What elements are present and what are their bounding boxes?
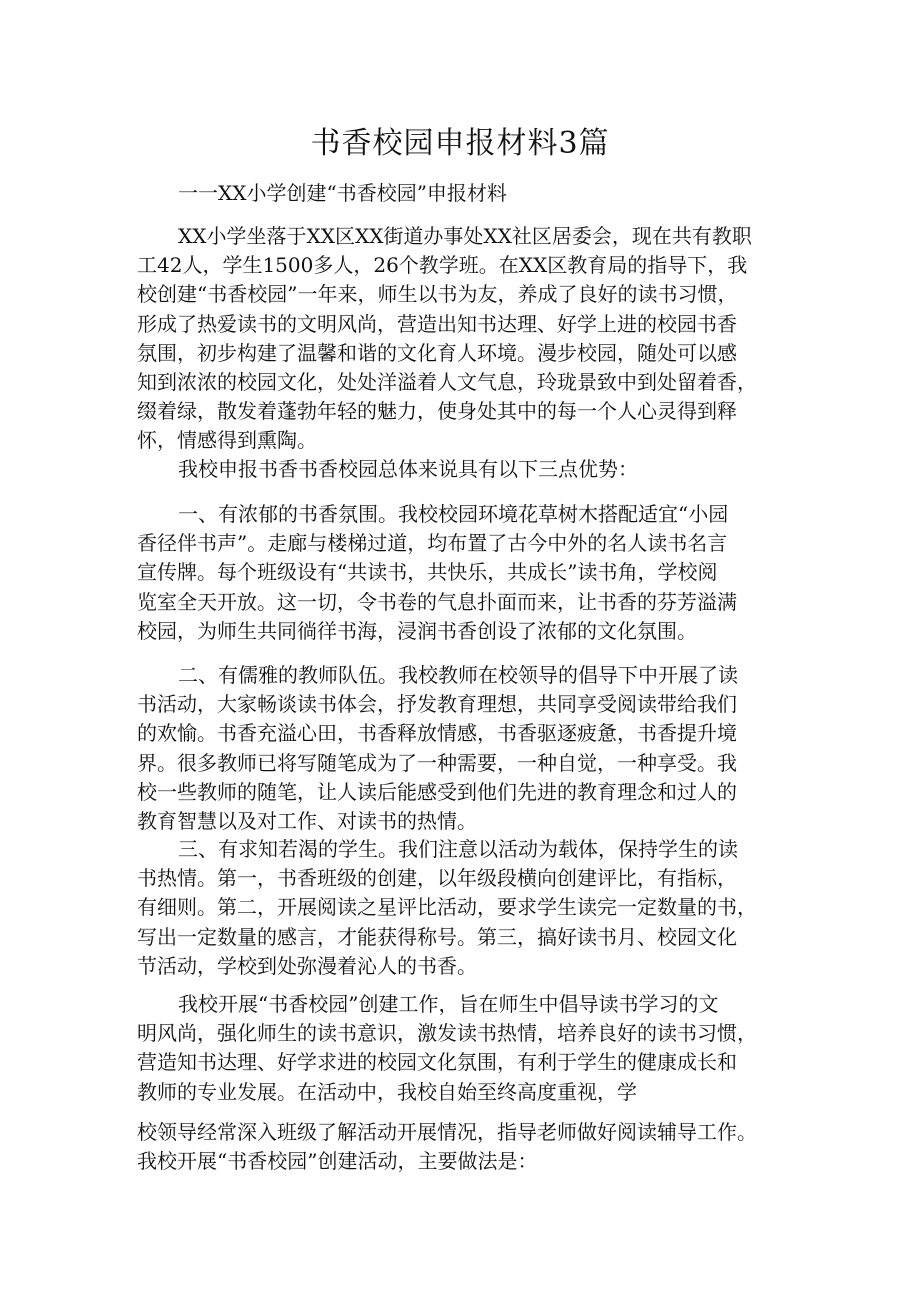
paragraph-line: 氛围，初步构建了温馨和谐的文化育人环境。漫步校园，随处可以感 xyxy=(137,340,737,365)
paragraph-line: 节活动，学校到处弥漫着沁人的书香。 xyxy=(137,953,477,978)
paragraph-line: 三、有求知若渴的学生。我们注意以活动为载体，保持学生的读 xyxy=(178,837,738,861)
paragraph-intro xyxy=(137,222,809,456)
paragraph-line: 知到浓浓的校园文化，处处洋溢着人文气息，玲珑景致中到处留着香， xyxy=(137,370,757,395)
paragraph-line: 我校开展“书香校园”创建活动，主要做法是： xyxy=(137,1149,538,1174)
paragraph-line: 写出一定数量的感言，才能获得称号。第三，搞好读书月、校园文化 xyxy=(137,924,737,949)
paragraph-advantage-3 xyxy=(137,835,809,981)
paragraph-line: 校领导经常深入班级了解活动开展情况，指导老师做好阅读辅导工作。 xyxy=(137,1120,757,1144)
paragraph-line: 校一些教师的随笔，让人读后能感受到他们先进的教育理念和过人的 xyxy=(137,779,737,804)
paragraph-continuation xyxy=(137,1118,809,1176)
paragraph-line: 书热情。第一，书香班级的创建，以年级段横向创建评比，有指标， xyxy=(137,866,737,891)
paragraph-advantage-1 xyxy=(137,500,809,646)
paragraph-line: 宣传牌。每个班级设有“共读书，共快乐，共成长”读书角，学校阅 xyxy=(137,560,718,585)
paragraph-line: 营造知书达理、好学求进的校园文化氛围，有利于学生的健康成长和 xyxy=(137,1050,737,1075)
paragraph-advantages-intro xyxy=(137,455,809,484)
paragraph-line: 的欢愉。书香充溢心田，书香释放情感，书香驱逐疲惫，书香提升境 xyxy=(137,721,737,746)
paragraph-line: 香径伴书声”。走廊与楼梯过道，均布置了古今中外的名人读书名言 xyxy=(137,531,728,556)
paragraph-line: 一、有浓郁的书香氛围。我校校园环境花草树木搭配适宜“小园 xyxy=(178,502,729,526)
paragraph-line: 二、有儒雅的教师队伍。我校教师在校领导的倡导下中开展了读 xyxy=(178,663,738,687)
paragraph-advantage-2 xyxy=(137,661,809,836)
document-subtitle: 一一XX小学创建“书香校园”申报材料 xyxy=(178,181,507,205)
paragraph-line: 界。很多教师已将写随笔成为了一种需要，一种自觉，一种享受。我 xyxy=(137,750,737,775)
paragraph-line: XX小学坐落于XX区XX街道办事处XX社区居委会，现在共有教职 xyxy=(178,224,752,248)
paragraph-line: 缀着绿，散发着蓬勃年轻的魅力，使身处其中的每一个人心灵得到释 xyxy=(137,399,737,424)
paragraph-initiative xyxy=(137,990,809,1107)
paragraph-line: 我校开展“书香校园”创建工作，旨在师生中倡导读书学习的文 xyxy=(178,992,719,1016)
paragraph-line: 我校申报书香书香校园总体来说具有以下三点优势： xyxy=(178,457,638,481)
paragraph-line: 工42人，学生1500多人，26个教学班。在XX区教育局的指导下，我 xyxy=(137,253,748,278)
paragraph-line: 教师的专业发展。在活动中，我校自始至终高度重视，学 xyxy=(137,1079,637,1104)
paragraph-line: 校创建“书香校园”一年来，师生以书为友，养成了良好的读书习惯， xyxy=(137,282,738,307)
paragraph-line: 形成了热爱读书的文明风尚，营造出知书达理、好学上进的校园书香 xyxy=(137,311,737,336)
paragraph-line: 有细则。第二，开展阅读之星评比活动，要求学生读完一定数量的书， xyxy=(137,895,757,920)
paragraph-line: 书活动，大家畅谈读书体会，抒发教育理想，共同享受阅读带给我们 xyxy=(137,692,737,717)
paragraph-line: 览室全天开放。这一切，令书卷的气息扑面而来，让书香的芬芳溢满 xyxy=(137,589,737,614)
paragraph-line: 怀，情感得到熏陶。 xyxy=(137,428,317,453)
paragraph-line: 明风尚，强化师生的读书意识，激发读书热情，培养良好的读书习惯， xyxy=(137,1021,757,1046)
document-title: 书香校园申报材料3篇 xyxy=(310,126,610,161)
paragraph-line: 教育智慧以及对工作、对读书的热情。 xyxy=(137,809,477,834)
paragraph-line: 校园，为师生共同徜徉书海，浸润书香创设了浓郁的文化氛围。 xyxy=(137,618,697,643)
